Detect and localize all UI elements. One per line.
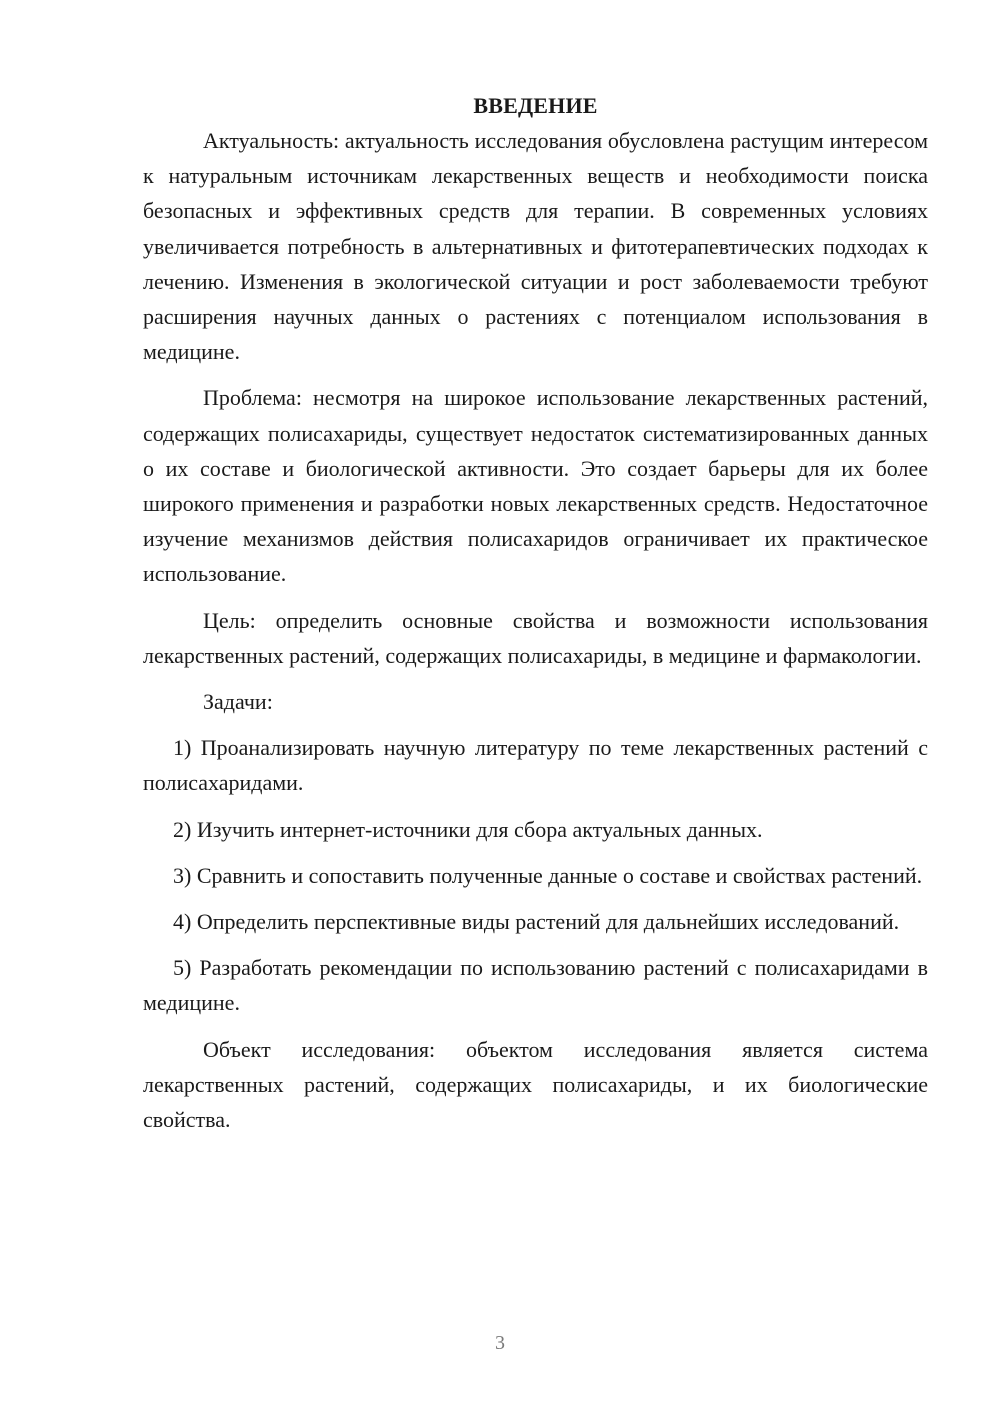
task-item: 3) Сравнить и сопоставить полученные данные о составе и свойствах растений.: [173, 862, 923, 888]
problem-paragraph: Проблема: несмотря на широкое использование лекарственных растений, содержащих полисахариды, существует недостаток систематизированных данных о их составе и биологической активности. Это создает барьеры для их более широкого применения и разработки новых лекарственных средств. Недостаточное изучение механизмов действия полисахаридов ограничивает их практическое использование.: [143, 385, 928, 587]
task-item: 5) Разработать рекомендации по использованию растений с полисахаридами в медицине.: [143, 955, 928, 1016]
relevance-paragraph: Актуальность: актуальность исследования обусловлена растущим интересом к натуральным источникам лекарственных веществ и необходимости поиска безопасных и эффективных средств для терапии. В современных условиях увеличивается потребность в альтернативных и фитотерапевтических подходах к лечению. Изменения в экологической ситуации и рост заболеваемости требуют расширения научных данных о растениях с потенциалом использования в медицине.: [143, 128, 928, 365]
page-number: 3: [495, 1332, 505, 1354]
task-item: 4) Определить перспективные виды растений для дальнейших исследований.: [173, 909, 900, 935]
section-heading: ВВЕДЕНИЕ: [473, 93, 598, 118]
document-page: [143, 88, 928, 1137]
goal-paragraph: Цель: определить основные свойства и возможности использования лекарственных растений, содержащих полисахариды, в медицине и фармакологии.: [143, 607, 928, 668]
task-item: 1) Проанализировать научную литературу по теме лекарственных растений с полисахаридами.: [143, 735, 928, 796]
task-item: 2) Изучить интернет-источники для сбора актуальных данных.: [173, 816, 763, 842]
object-paragraph: Объект исследования: объектом исследования является система лекарственных растений, содержащих полисахариды, и их биологические свойства.: [143, 1036, 928, 1133]
tasks-heading: Задачи:: [203, 689, 273, 715]
